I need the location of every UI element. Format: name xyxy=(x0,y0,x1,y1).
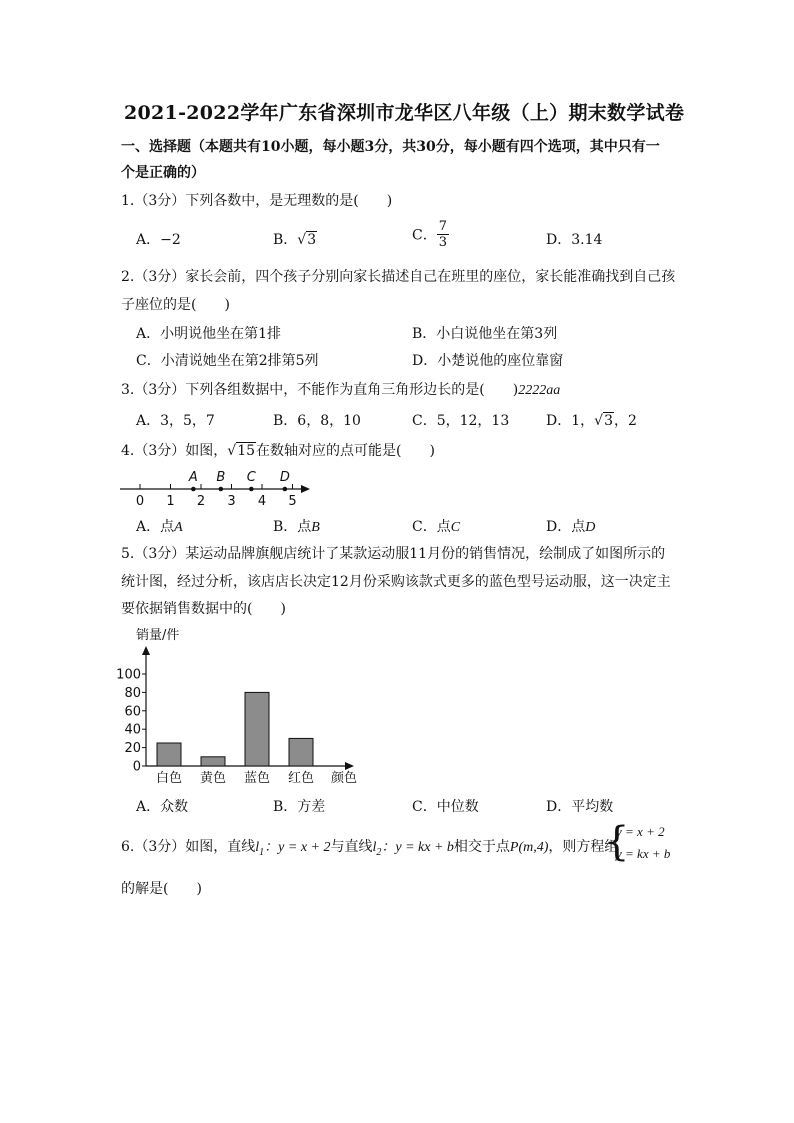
chart-ytick-label: 20 xyxy=(124,741,141,757)
q2-option-b: B．小白说他坐在第3列 xyxy=(412,326,558,342)
q4-stem: 4.（3分）如图，√15在数轴对应的点可能是( ) xyxy=(121,443,435,459)
q2-stem-line2: 子座位的是( ) xyxy=(121,297,230,313)
fraction: $\frac{7}{3}$ xyxy=(438,219,447,250)
number-line-point xyxy=(283,487,288,492)
section-heading-cont: 个是正确的） xyxy=(121,165,205,181)
number-line-tick-label: 0 xyxy=(135,494,145,509)
chart-ytick-label: 60 xyxy=(124,704,141,720)
number-line-tick-label: 4 xyxy=(257,494,267,509)
number-line-point-label: A xyxy=(188,470,198,485)
number-line-tick-label: 2 xyxy=(196,494,206,509)
chart-ytick-label: 40 xyxy=(124,722,141,738)
number-line-tick-label: 5 xyxy=(288,494,297,509)
chart-ylabel: 销量/件 xyxy=(136,628,180,643)
bar-chart xyxy=(110,622,370,790)
chart-bar xyxy=(289,738,313,766)
q1-option-b: B．√3 xyxy=(273,232,317,248)
section-heading: 一、选择题（本题共有10小题，每小题3分，共30分，每小题有四个选项，其中只有一 xyxy=(121,139,660,155)
q1-option-c: C． $\frac{7}{3}$ xyxy=(412,219,447,250)
chart-bar xyxy=(245,692,269,766)
chart-category-label: 红色 xyxy=(287,771,315,786)
y-axis-arrow xyxy=(142,646,150,655)
q5-option-d: D．平均数 xyxy=(546,799,614,815)
q3-option-c: C．5，12，13 xyxy=(412,413,510,429)
number-line-point xyxy=(219,487,224,492)
page-title: 2021-2022学年广东省深圳市龙华区八年级（上）期末数学试卷 xyxy=(124,102,685,124)
q5-option-c: C．中位数 xyxy=(412,799,479,815)
q4-option-b: B．点B xyxy=(273,519,320,535)
q2-option-c: C．小清说她坐在第2排第5列 xyxy=(136,353,319,369)
q2-option-d: D．小楚说他的座位靠窗 xyxy=(412,353,564,369)
number-line-tick-label: 1 xyxy=(166,494,175,509)
q6-stem: 6.（3分）如图，直线$l_1$：y = x + 2与直线$l_2$：y = kx + b相交于点P(m,4)，则方程组 xyxy=(121,839,619,858)
chart-xlabel: 颜色 xyxy=(331,771,358,786)
chart-ytick-label: 80 xyxy=(124,685,141,701)
q3-stem: 3.（3分）下列各组数据中，不能作为直角三角形边长的是( )2222aa xyxy=(121,382,561,398)
q4-option-a: A．点A xyxy=(136,519,183,535)
chart-ytick-label: 0 xyxy=(132,759,141,775)
number-line xyxy=(118,466,318,510)
q3-option-b: B．6，8，10 xyxy=(273,413,361,429)
chart-bar xyxy=(201,757,225,766)
q5-option-b: B．方差 xyxy=(273,799,326,815)
chart-category-label: 蓝色 xyxy=(243,771,271,786)
q2-stem-line1: 2.（3分）家长会前，四个孩子分别向家长描述自己在班里的座位，家长能准确找到自己孩 xyxy=(121,269,676,285)
number-line-point-label: C xyxy=(246,470,256,485)
chart-category-label: 黄色 xyxy=(199,771,227,786)
system-brace: { xyxy=(604,819,630,865)
q4-option-c: C．点C xyxy=(412,519,461,535)
number-line-point-label: B xyxy=(216,470,226,485)
system-eq2: y = kx + b xyxy=(616,846,671,861)
x-axis-arrow xyxy=(345,762,354,770)
system-eq1: y = x + 2 xyxy=(616,824,665,839)
q3-option-d: D．1，√3，2 xyxy=(546,413,637,429)
q3-option-a: A．3，5，7 xyxy=(136,413,215,429)
chart-ytick-label: 100 xyxy=(116,667,141,683)
number-line-tick-label: 3 xyxy=(227,494,236,509)
q5-stem-line2: 统计图，经过分析，该店店长决定12月份采购该款式更多的蓝色型号运动服，这一决定主 xyxy=(121,574,671,590)
chart-bar xyxy=(157,743,181,766)
q1-stem: 1.（3分）下列各数中，是无理数的是( ) xyxy=(121,193,393,209)
q1-option-a: A．−2 xyxy=(136,232,181,248)
number-line-point xyxy=(191,487,196,492)
q4-option-d: D．点D xyxy=(546,519,596,535)
q6-stem-line2: 的解是( ) xyxy=(121,881,202,897)
q5-stem-line3: 要依据销售数据中的( ) xyxy=(121,601,286,617)
q5-stem-line1: 5.（3分）某运动品牌旗舰店统计了某款运动服11月份的销售情况，绘制成了如图所示的 xyxy=(121,546,666,562)
q1-option-d: D．3.14 xyxy=(546,232,603,248)
chart-category-label: 白色 xyxy=(155,771,183,786)
q5-option-a: A．众数 xyxy=(136,799,189,815)
number-line-point xyxy=(249,487,254,492)
q2-option-a: A．小明说他坐在第1排 xyxy=(136,326,282,342)
number-line-point-label: D xyxy=(279,470,290,485)
